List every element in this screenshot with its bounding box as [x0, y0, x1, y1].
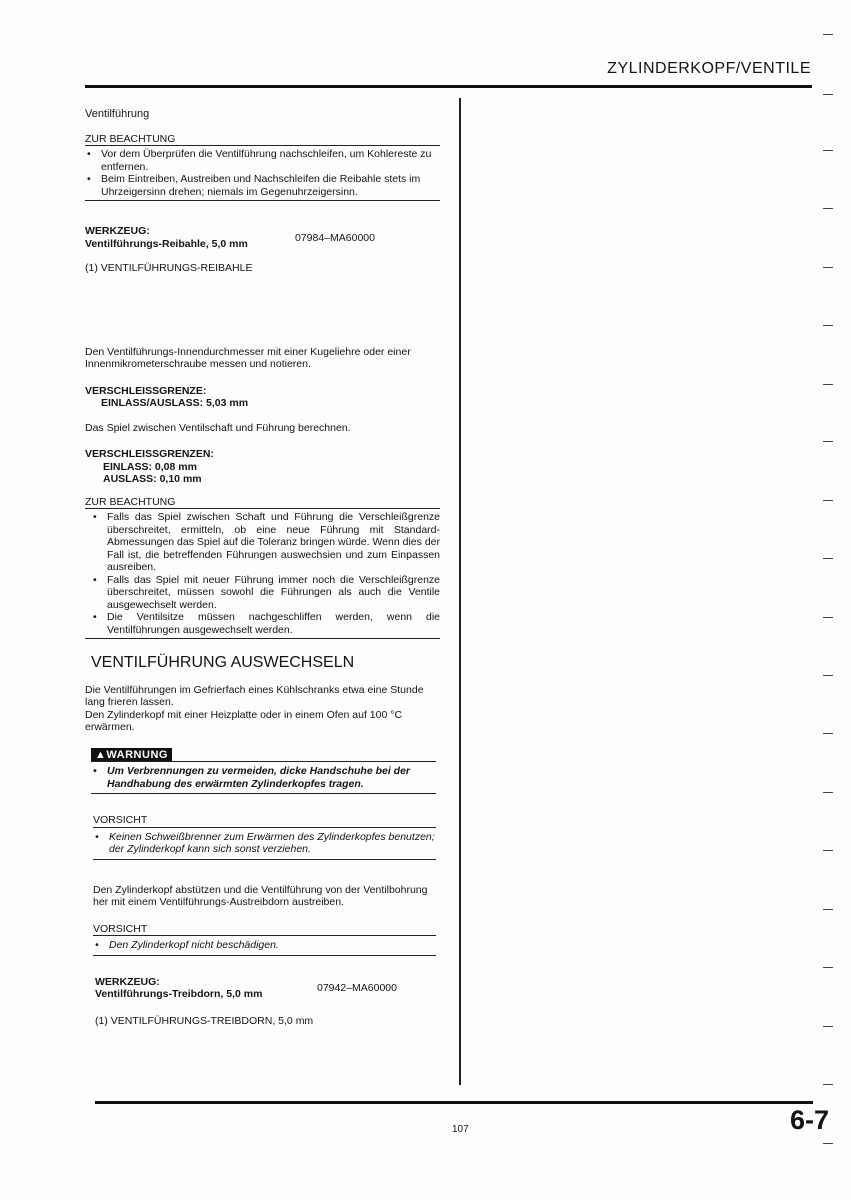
caution-list	[93, 828, 436, 860]
bottom-rule	[95, 1101, 813, 1104]
note-label: ZUR BEACHTUNG	[85, 133, 440, 147]
heat-instruction: Den Zylinderkopf mit einer Heizplatte oder in einem Ofen auf 100 °C erwärmen.	[85, 708, 403, 733]
margin-tick	[823, 733, 833, 734]
figure-label: (1) VENTILFÜHRUNGS-TREIBDORN, 5,0 mm	[95, 1014, 314, 1027]
margin-tick	[823, 558, 833, 559]
limit-intake: EINLASS: 0,08 mm	[103, 460, 197, 473]
limit-value: EINLASS/AUSLASS: 5,03 mm	[101, 397, 249, 409]
margin-tick	[823, 208, 833, 209]
caution-list	[93, 936, 436, 956]
warning-triangle-icon: ▲	[95, 748, 107, 761]
margin-tick	[823, 617, 833, 618]
caution-label: VORSICHT	[93, 923, 436, 937]
tool-name: Ventilführungs-Reibahle, 5,0 mm	[85, 237, 248, 250]
note-item: • Beim Eintreiben, Austreiben und Nachschleifen die Reibahle stets im Uhrzeigersinn drehen; niemals im Gegenuhrzeigersinn.	[101, 173, 440, 198]
figure-label: (1) VENTILFÜHRUNGS-REIBAHLE	[85, 262, 253, 274]
margin-tick	[823, 325, 833, 326]
caution-item: • Keinen Schweißbrenner zum Erwärmen des Zylinderkopfes benutzen; der Zylinderkopf kann sich sonst verziehen.	[109, 831, 436, 856]
section-title: ZYLINDERKOPF/VENTILE	[607, 60, 811, 77]
tool-row	[95, 982, 440, 1001]
warning-item: • Um Verbrennungen zu vermeiden, dicke Handschuhe bei der Handhabung des erwärmten Zylinderkopfes tragen.	[107, 765, 436, 790]
support-instruction: Den Zylinderkopf abstützen und die Ventilführung von der Ventilbohrung her mit einem Ventilführungs-Austreibdorn austreiben.	[93, 883, 428, 908]
note-item: • Falls das Spiel zwischen Schaft und Führung die Verschleißgrenze überschreitet, ermitteln, ob eine neue Führung mit Standard-Abmessungen das Spiel auf die Toleranz bringen würde. Wenn dies der Fall ist, die betreffenden Führungen auswechsien und zum Einpassen ausreiben.	[107, 511, 440, 574]
note-item: • Falls das Spiel mit neuer Führung immer noch die Verschleißgrenze überschreitet, müssen sowohl die Führungen als auch die Ventile ausgewechselt werden.	[107, 574, 440, 612]
margin-tick	[823, 384, 833, 385]
page-number: 107	[452, 1124, 469, 1135]
margin-tick	[823, 1143, 833, 1144]
warning-badge	[91, 748, 172, 762]
column-divider	[459, 98, 461, 1085]
margin-tick	[823, 94, 833, 95]
note-item: • Die Ventilsitze müssen nachgeschliffen werden, wenn die Ventilführungen ausgewechselt werden.	[107, 611, 440, 636]
caution-item: • Den Zylinderkopf nicht beschädigen.	[109, 939, 436, 952]
limit-label: VERSCHLEISSGRENZE:	[85, 384, 207, 397]
clearance-instruction: Das Spiel zwischen Ventilschaft und Führung berechnen.	[85, 421, 351, 434]
limits-label: VERSCHLEISSGRENZEN:	[85, 448, 214, 460]
margin-tick	[823, 967, 833, 968]
note-list	[85, 509, 440, 639]
tool-label: WERKZEUG:	[95, 975, 160, 988]
freeze-instruction: Die Ventilführungen im Gefrierfach eines Kühlschranks etwa eine Stunde lang frieren lassen.	[85, 683, 424, 708]
margin-tick	[823, 792, 833, 793]
measure-instruction: Den Ventilführungs-Innendurchmesser mit einer Kugeliehre oder einer Innenmikrometerschraube messen und notieren.	[85, 345, 411, 370]
margin-tick	[823, 150, 833, 151]
top-rule	[85, 85, 812, 88]
main-column	[85, 108, 440, 1027]
margin-tick	[823, 675, 833, 676]
margin-tick	[823, 1026, 833, 1027]
subsection-title: Ventilführung	[85, 108, 150, 120]
margin-tick	[823, 441, 833, 442]
chapter-page-number: 6-7	[789, 1105, 829, 1135]
section-heading: VENTILFÜHRUNG AUSWECHSELN	[91, 654, 355, 671]
note-label: ZUR BEACHTUNG	[85, 496, 440, 510]
tool-number: 07942–MA60000	[317, 982, 397, 994]
note-item: • Vor dem Überprüfen die Ventilführung nachschleifen, um Kohlereste zu entfernen.	[101, 148, 440, 173]
margin-tick	[823, 267, 833, 268]
caution-label: VORSICHT	[93, 814, 436, 828]
margin-tick	[823, 1084, 833, 1085]
warning-label: WARNUNG	[106, 748, 168, 761]
margin-tick	[823, 850, 833, 851]
margin-tick	[823, 34, 833, 35]
warning-list	[91, 762, 436, 794]
warning-header	[91, 748, 436, 763]
tool-name: Ventilführungs-Treibdorn, 5,0 mm	[95, 988, 263, 1000]
limit-exhaust: AUSLASS: 0,10 mm	[103, 473, 202, 485]
note-list	[85, 146, 440, 201]
tool-label: WERKZEUG:	[85, 225, 150, 237]
tool-number: 07984–MA60000	[295, 231, 375, 244]
margin-tick	[823, 500, 833, 501]
margin-tick	[823, 909, 833, 910]
